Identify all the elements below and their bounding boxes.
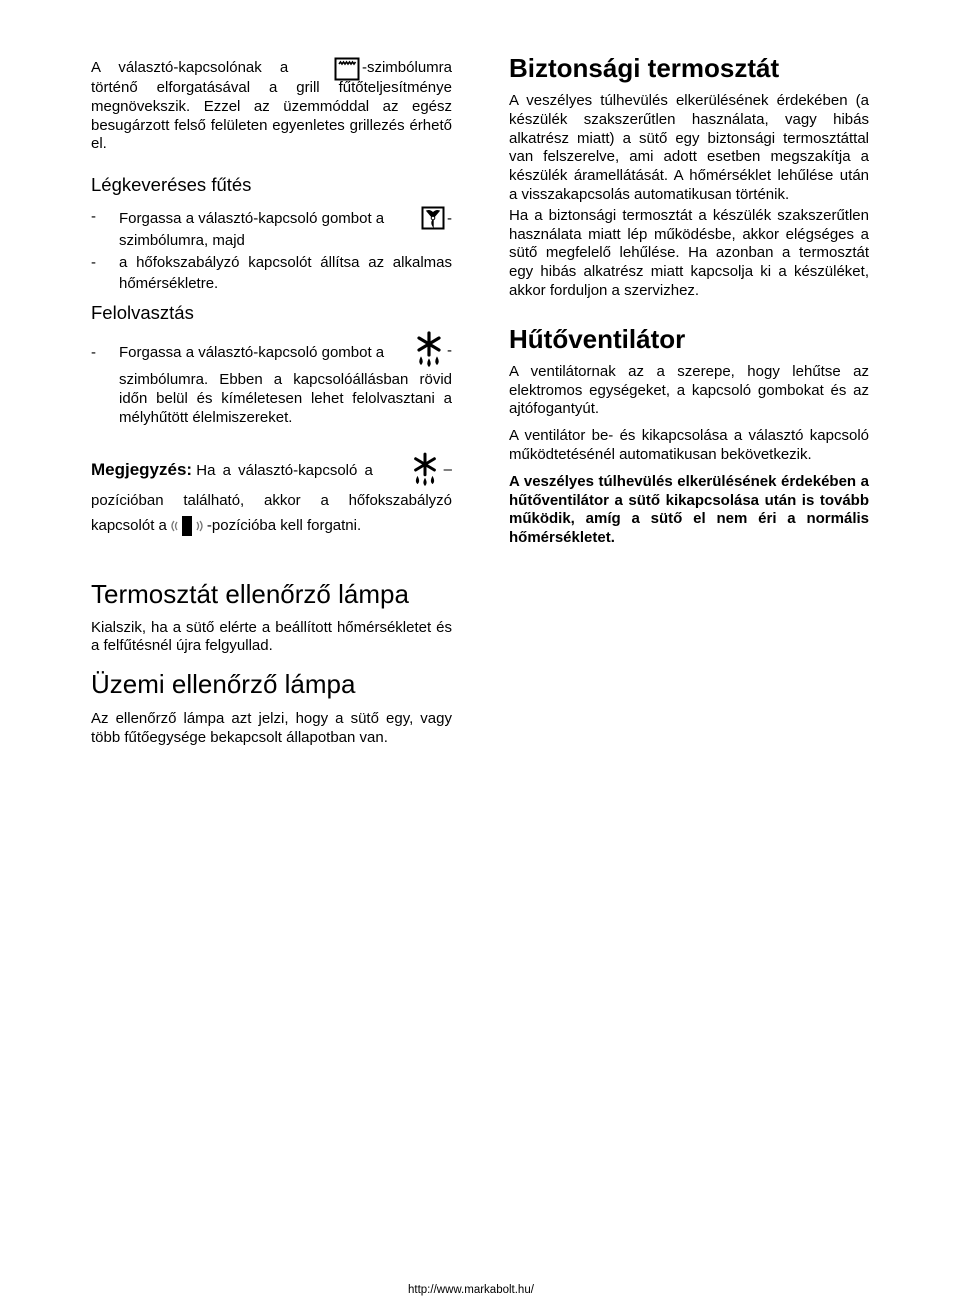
heading-biztonsagi-termosztat: Biztonsági termosztát — [509, 53, 780, 83]
grill-paragraph — [91, 58, 452, 154]
heading-hutoventilator: Hűtőventilátor — [509, 323, 686, 354]
heading-felolvasztas: Felolvasztás — [91, 302, 194, 324]
legkeveres-bullet-1 — [91, 206, 452, 251]
legkeveres-b1-text-cont: szimbólumra, majd — [119, 232, 245, 250]
bullet-dash: - — [91, 344, 96, 362]
legkeveres-b2-text: a hőfokszabályzó kapcsolót állítsa az alkalmas hőmérsékletre. — [119, 254, 452, 293]
note-label: Megjegyzés: — [91, 459, 193, 479]
footer-url: http://www.markabolt.hu/ — [408, 1284, 534, 1296]
right-column — [509, 52, 869, 548]
legkeveres-b1-dash: - — [447, 209, 452, 227]
felolvasztas-b1-text: Forgassa a választó-kapcsoló gombot a — [119, 343, 385, 361]
fan-icon — [421, 206, 445, 230]
note-text-a: Ha a választó-kapcsoló a — [196, 461, 373, 479]
defrost-icon — [413, 330, 445, 370]
hutoventilator-p1: A ventilátornak az a szerepe, hogy lehűtse az elektromos egységeket, a kapcsoló gombokat és az ajtófogantyút. — [509, 362, 869, 418]
left-column — [91, 58, 452, 656]
felolvasztas-b1-text-cont: szimbólumra. Ebben a kapcsolóállásban rövid időn belül és kíméletesen lehet felolvasztani a mélyhűtött élelmiszereket. — [119, 371, 452, 426]
termosztat-lampa-text: Kialszik, ha a sütő elérte a beállított hőmérsékletet és a felfűtésnél újra felgyullad. — [91, 618, 452, 655]
off-position-icon — [169, 515, 205, 537]
bullet-dash: - — [91, 254, 96, 272]
note-text-c: pozícióban található, akkor a hőfokszabályzó — [91, 491, 452, 509]
hutoventilator-p3: A veszélyes túlhevülés elkerülésének érdekében a hűtőventilátor a sütő kikapcsolása után is tovább működik, amíg a sütő el nem éri a normális hőmérsékletet. — [509, 472, 869, 547]
felolvasztas-bullet-1 — [91, 329, 452, 427]
note-block — [91, 450, 452, 538]
defrost-icon — [410, 450, 440, 490]
bullet-dash: - — [91, 208, 96, 226]
biztonsagi-p2: Ha a biztonsági termosztát a készülék szakszerűtlen használata miatt lép működésbe, akkor elégséges a sütő megfelelő lehűlése. Ha azonban a termosztát egy hibás alkatrész miatt kapcsolja ki a készüléket, akkor forduljon a szervizhez. — [509, 206, 869, 299]
note-dash: – — [443, 461, 452, 479]
legkeveres-b1-text: Forgassa a választó-kapcsoló gombot a — [119, 209, 385, 227]
hutoventilator-p2: A ventilátor be- és kikapcsolása a választó kapcsoló működtetésénél automatikusan bekövetkezik. — [509, 427, 869, 463]
grill-text-start: A választó-kapcsolónak a — [91, 59, 289, 77]
felolvasztas-b1-dash: - — [447, 341, 452, 359]
uzemi-lampa-text: Az ellenőrző lámpa azt jelzi, hogy a sütő egy, vagy több fűtőegysége bekapcsolt állapotban van. — [91, 710, 452, 746]
grill-icon — [334, 57, 360, 81]
heading-uzemi-lampa: Üzemi ellenőrző lámpa — [91, 669, 356, 699]
grill-text-end: -szimbólumra — [361, 59, 452, 77]
legkeveres-bullet-2 — [91, 252, 452, 294]
bottom-section — [91, 668, 452, 748]
heading-termosztat-lampa: Termosztát ellenőrző lámpa — [91, 578, 409, 609]
note-text-e: -pozícióba kell forgatni. — [206, 516, 362, 534]
heading-legkeveres: Légkeveréses fűtés — [91, 174, 252, 196]
grill-text-rest: történő elforgatásával a grill fűtőteljesítménye megnövekszik. Ezzel az üzemmóddal az egész besugárzott felső felületen egyenletes grillezés érhető el. — [91, 79, 452, 153]
biztonsagi-p1: A veszélyes túlhevülés elkerülésének érdekében (a készülék szakszerűtlen használata, vagy hibás alkatrész miatt) a sütő egy biztonsági termosztáttal van felszerelve, ami adott esetben megszakítja a készülék áramellátását. A hőmérséklet lehűlése után a visszakapcsolás automatikusan történik. — [509, 92, 869, 203]
note-text-d: kapcsolót a — [91, 516, 167, 534]
